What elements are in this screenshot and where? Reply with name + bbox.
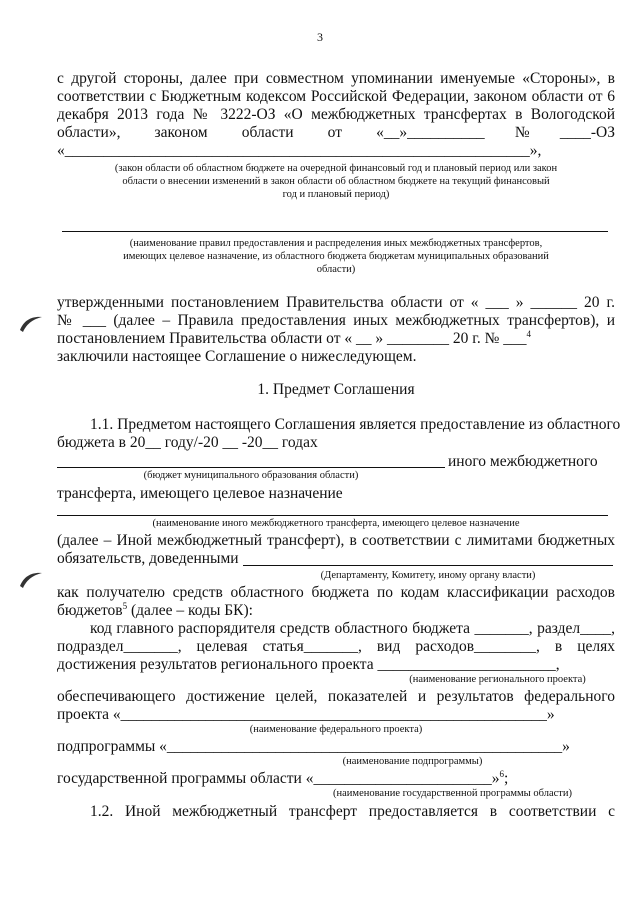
field-caption: (наименование регионального проекта) bbox=[409, 674, 586, 685]
text-line: с другой стороны, далее при совместном упоминании именуемые «Стороны», в bbox=[57, 70, 615, 87]
text-line: государственной программы области «_______________________»$^6$; bbox=[57, 768, 509, 787]
blank-line bbox=[62, 231, 608, 232]
blank-line bbox=[243, 565, 613, 566]
text-line: обеспечивающего достижение целей, показателей и результатов федерального bbox=[57, 688, 615, 705]
text-line: бюджета в 20__ году/-20 __ -20__ годах bbox=[57, 434, 318, 451]
blank-line bbox=[57, 467, 445, 468]
hole-punch-mark-icon bbox=[18, 312, 44, 334]
field-caption: год и плановый период) bbox=[282, 189, 390, 200]
field-caption: области) bbox=[316, 264, 356, 275]
text-line: иного межбюджетного bbox=[448, 453, 598, 470]
text-line: трансферта, имеющего целевое назначение bbox=[57, 485, 343, 502]
field-caption: (наименование федерального проекта) bbox=[249, 724, 423, 735]
text-line: обязательств, доведенными bbox=[57, 550, 239, 567]
field-caption: (наименование правил предоставления и распределения иных межбюджетных трансфертов, bbox=[129, 238, 543, 249]
text-line: 1.2. Иной межбюджетный трансферт предоставляется в соответствии с bbox=[90, 803, 615, 820]
field-caption: имеющих целевое назначение, из областного бюджета бюджетам муниципальных образований bbox=[123, 251, 549, 262]
text-line: постановлением Правительства области от « __ » ________ 20 г. № ___$^4$ bbox=[57, 328, 532, 347]
field-caption: (бюджет муниципального образования области) bbox=[143, 470, 359, 481]
hole-punch-mark-icon bbox=[18, 568, 44, 590]
text-line: заключили настоящее Соглашение о нижеследующем. bbox=[57, 348, 417, 365]
text-line: утвержденными постановлением Правительства области от « ___ » ______ 20 г. bbox=[57, 294, 615, 311]
page-number: 3 bbox=[317, 30, 323, 44]
field-caption: (наименование подпрограммы) bbox=[342, 756, 483, 767]
field-caption: (Департаменту, Комитету, иному органу власти) bbox=[320, 570, 536, 581]
section-heading: 1. Предмет Соглашения bbox=[257, 381, 415, 398]
text-line: 1.1. Предметом настоящего Соглашения является предоставление из областного bbox=[90, 416, 621, 433]
text-line: бюджетов$^5$ (далее – коды БК): bbox=[57, 600, 253, 619]
field-caption: области о внесении изменений в закон области об областном бюджете на текущий финансовый bbox=[122, 176, 550, 187]
blank-line bbox=[57, 515, 608, 516]
text-line: «____________________________________________________________», bbox=[57, 142, 542, 159]
text-line: код главного распорядителя средств областного бюджета _______, раздел____, bbox=[90, 620, 615, 637]
field-caption: (закон области об областном бюджете на очередной финансовый год и плановый период или закон bbox=[114, 163, 558, 174]
text-line: как получателю средств областного бюджета по кодам классификации расходов bbox=[57, 584, 615, 601]
text-line: декабря 2013 года № 3222-ОЗ «О межбюджетных трансфертах в Вологодской bbox=[57, 106, 615, 123]
field-caption: (наименование иного межбюджетного трансферта, имеющего целевое назначение bbox=[152, 518, 520, 529]
field-caption: (наименование государственной программы области) bbox=[333, 788, 572, 799]
text-line: подраздел_______, целевая статья_______, вид расходов________, в целях bbox=[57, 638, 615, 655]
text-line: достижения результатов регионального проекта _______________________, bbox=[57, 656, 560, 673]
text-line: соответствии с Бюджетным кодексом Российской Федерации, законом области от 6 bbox=[57, 88, 615, 105]
text-line: проекта «_______________________________________________________» bbox=[57, 706, 555, 723]
text-line: подпрограммы «___________________________________________________» bbox=[57, 738, 570, 755]
text-line: области», законом области от «__»__________№____-ОЗ bbox=[57, 124, 615, 141]
text-line: № ___ (далее – Правила предоставления иных межбюджетных трансфертов), и bbox=[57, 312, 615, 329]
text-line: (далее – Иной межбюджетный трансферт), в соответствии с лимитами бюджетных bbox=[57, 532, 615, 549]
